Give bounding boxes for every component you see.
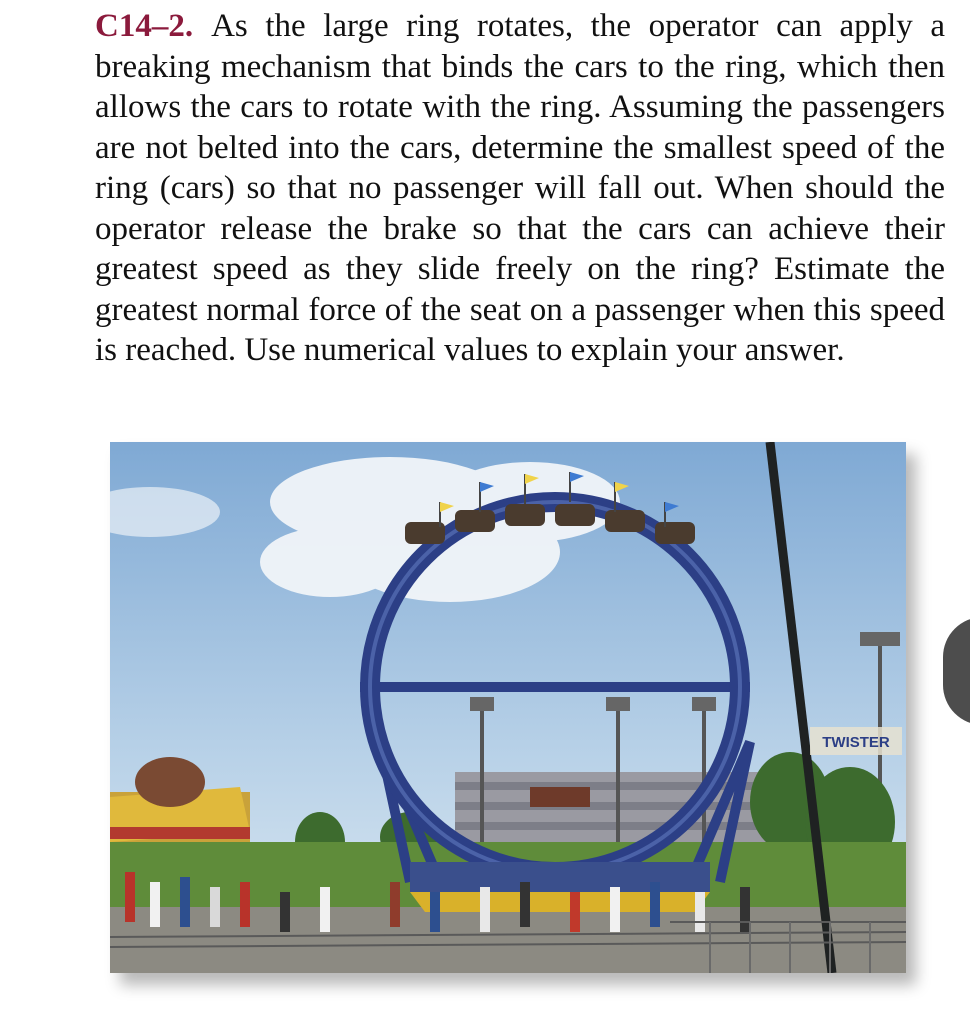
ride-photo-illustration	[110, 442, 906, 973]
problem-number: C14–2.	[95, 8, 194, 44]
page-edge-tab	[943, 617, 970, 725]
pavement	[110, 907, 906, 973]
ring-base	[410, 862, 710, 892]
problem-text: As the large ring rotates, the operator can apply a breaking mechanism that binds the cars to the ring, which then allows the cars to rotate with the ring. Assuming the passengers are not belted into the cars, determine the smallest speed of the ring (cars) so that no passenger will fall out. When should the operator release the brake so that the cars can achieve their greatest speed as they slide freely on the ring? Estimate the greatest normal force of the seat on a passenger when this speed is reached. Use numerical values to explain your answer.	[95, 8, 945, 368]
problem-statement	[95, 6, 945, 371]
twister-sign	[810, 727, 902, 755]
ride-photo	[110, 442, 906, 973]
twister-sign-text: TWISTER	[822, 734, 890, 751]
